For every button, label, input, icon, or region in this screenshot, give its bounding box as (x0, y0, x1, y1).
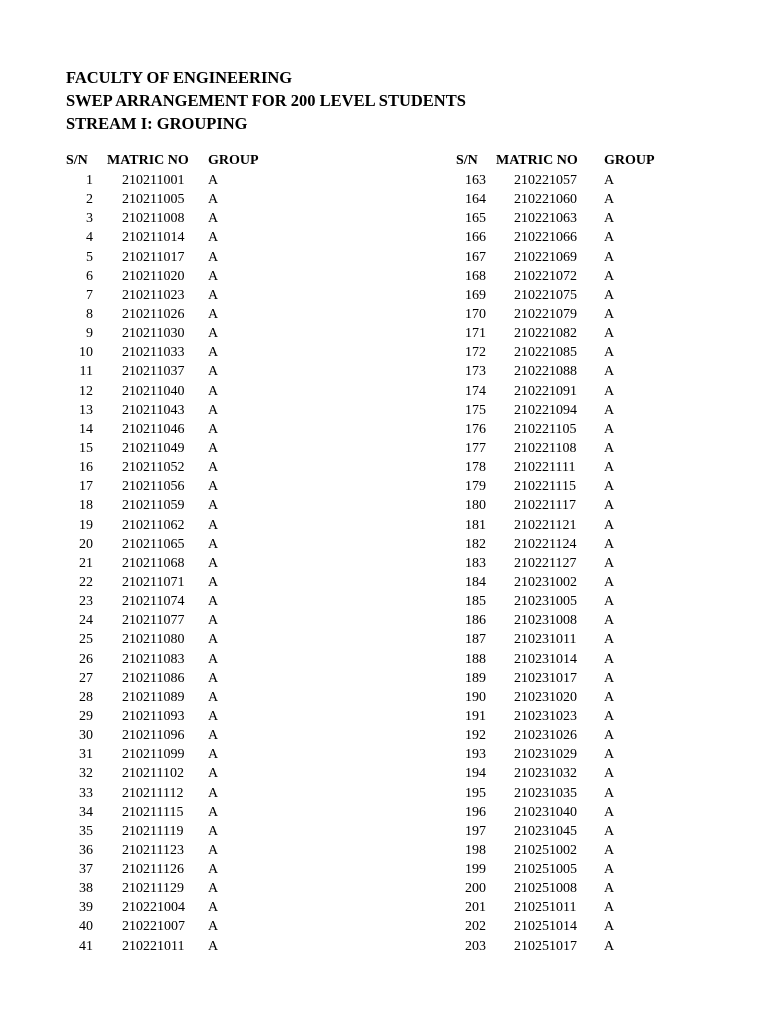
matric-cell: 210221127 (514, 555, 577, 571)
sn-cell: 4 (86, 230, 93, 246)
sn-cell: 35 (79, 823, 93, 839)
sn-cell: 188 (465, 651, 486, 667)
matric-header: MATRIC NO (496, 153, 578, 168)
group-cell: A (208, 708, 219, 724)
group-cell: A (208, 900, 219, 916)
matric-cell: 210211119 (122, 823, 184, 839)
group-cell: A (604, 402, 615, 418)
matric-cell: 210211115 (122, 804, 184, 820)
matric-cell: 210221111 (514, 460, 576, 476)
matric-cell: 210211017 (122, 249, 185, 265)
group-header: GROUP (604, 153, 655, 168)
group-cell: A (208, 785, 219, 801)
group-cell: A (604, 632, 615, 648)
matric-cell: 210231017 (514, 670, 577, 686)
matric-cell: 210221063 (514, 211, 577, 227)
sn-cell: 7 (86, 287, 93, 303)
matric-cell: 210221072 (514, 268, 577, 284)
matric-cell: 210211059 (122, 498, 185, 514)
matric-cell: 210251008 (514, 881, 577, 897)
sn-cell: 22 (79, 574, 93, 590)
sn-cell: 175 (465, 402, 486, 418)
group-cell: A (208, 536, 219, 552)
sn-cell: 34 (79, 804, 93, 820)
group-cell: A (604, 594, 615, 610)
matric-cell: 210211005 (122, 192, 185, 208)
group-cell: A (208, 862, 219, 878)
group-cell: A (604, 249, 615, 265)
group-cell: A (208, 919, 219, 935)
sn-cell: 20 (79, 536, 93, 552)
matric-cell: 210211056 (122, 479, 185, 495)
sn-cell: 186 (465, 613, 486, 629)
matric-cell: 210221091 (514, 383, 577, 399)
group-cell: A (208, 517, 219, 533)
sn-cell: 167 (465, 249, 486, 265)
group-cell: A (208, 306, 219, 322)
group-cell: A (208, 766, 219, 782)
group-cell: A (604, 862, 615, 878)
group-cell: A (604, 460, 615, 476)
matric-cell: 210231032 (514, 766, 577, 782)
group-cell: A (208, 268, 219, 284)
sn-cell: 189 (465, 670, 486, 686)
sn-cell: 194 (465, 766, 486, 782)
group-cell: A (604, 555, 615, 571)
sn-cell: 1 (86, 173, 93, 188)
group-cell: A (604, 268, 615, 284)
group-cell: A (208, 364, 219, 380)
matric-cell: 210221108 (514, 440, 577, 456)
sn-cell: 195 (465, 785, 486, 801)
matric-cell: 210221004 (122, 900, 185, 916)
sn-cell: 10 (79, 345, 93, 361)
sn-cell: 170 (465, 306, 486, 322)
sn-cell: 37 (79, 862, 93, 878)
matric-cell: 210251014 (514, 919, 577, 935)
group-cell: A (208, 842, 219, 858)
group-cell: A (604, 287, 615, 303)
sn-cell: 29 (79, 708, 93, 724)
matric-cell: 210221075 (514, 287, 577, 303)
group-cell: A (208, 460, 219, 476)
sn-cell: 26 (79, 651, 93, 667)
group-cell: A (208, 421, 219, 437)
matric-cell: 210211068 (122, 555, 185, 571)
matric-cell: 210211030 (122, 326, 185, 342)
group-cell: A (604, 785, 615, 801)
document-title-block (66, 66, 466, 135)
group-cell: A (208, 383, 219, 399)
sn-header: S/N (456, 153, 478, 168)
group-cell: A (604, 728, 615, 744)
matric-cell: 210211074 (122, 594, 185, 610)
matric-cell: 210231026 (514, 728, 577, 744)
sn-cell: 28 (79, 689, 93, 705)
matric-cell: 210211026 (122, 306, 185, 322)
matric-cell: 210221011 (122, 938, 185, 954)
group-cell: A (208, 249, 219, 265)
group-cell: A (208, 689, 219, 705)
sn-cell: 13 (79, 402, 93, 418)
group-cell: A (208, 498, 219, 514)
group-cell: A (208, 287, 219, 303)
sn-cell: 171 (465, 326, 486, 342)
group-cell: A (604, 326, 615, 342)
sn-cell: 187 (465, 632, 486, 648)
sn-cell: 202 (465, 919, 486, 935)
matric-cell: 210221082 (514, 326, 577, 342)
matric-cell: 210231035 (514, 785, 577, 801)
group-cell: A (208, 211, 219, 227)
sn-cell: 8 (86, 306, 93, 322)
matric-cell: 210221115 (514, 479, 576, 495)
group-cell: A (208, 670, 219, 686)
sn-cell: 24 (79, 613, 93, 629)
sn-cell: 38 (79, 881, 93, 897)
group-cell: A (604, 938, 615, 954)
sn-cell: 36 (79, 842, 93, 858)
group-cell: A (208, 402, 219, 418)
sn-cell: 6 (86, 268, 93, 284)
group-cell: A (208, 804, 219, 820)
matric-cell: 210231029 (514, 747, 577, 763)
group-cell: A (604, 517, 615, 533)
group-cell: A (604, 823, 615, 839)
group-cell: A (604, 536, 615, 552)
matric-cell: 210211040 (122, 383, 185, 399)
sn-cell: 27 (79, 670, 93, 686)
sn-cell: 174 (465, 383, 486, 399)
matric-cell: 210231011 (514, 632, 577, 648)
matric-cell: 210231005 (514, 594, 577, 610)
sn-cell: 172 (465, 345, 486, 361)
sn-cell: 41 (79, 938, 93, 954)
sn-cell: 14 (79, 421, 93, 437)
sn-cell: 177 (465, 440, 486, 456)
group-cell: A (604, 421, 615, 437)
matric-cell: 210211008 (122, 211, 185, 227)
group-cell: A (604, 881, 615, 897)
matric-cell: 210251002 (514, 842, 577, 858)
matric-cell: 210211043 (122, 402, 185, 418)
matric-cell: 210221079 (514, 306, 577, 322)
group-cell: A (604, 804, 615, 820)
sn-cell: 193 (465, 747, 486, 763)
sn-cell: 200 (465, 881, 486, 897)
matric-cell: 210211033 (122, 345, 185, 361)
sn-cell: 196 (465, 804, 486, 820)
group-cell: A (208, 555, 219, 571)
group-cell: A (604, 479, 615, 495)
matric-cell: 210231023 (514, 708, 577, 724)
group-cell: A (208, 823, 219, 839)
sn-cell: 163 (465, 173, 486, 188)
group-cell: A (208, 613, 219, 629)
matric-cell: 210211037 (122, 364, 185, 380)
sn-cell: 23 (79, 594, 93, 610)
sn-cell: 178 (465, 460, 486, 476)
sn-cell: 166 (465, 230, 486, 246)
group-cell: A (604, 842, 615, 858)
group-cell: A (604, 651, 615, 667)
group-cell: A (208, 881, 219, 897)
matric-cell: 210211086 (122, 670, 185, 686)
group-cell: A (208, 574, 219, 590)
sn-cell: 179 (465, 479, 486, 495)
group-cell: A (604, 708, 615, 724)
group-header: GROUP (208, 153, 259, 168)
group-cell: A (208, 728, 219, 744)
group-cell: A (604, 613, 615, 629)
matric-cell: 210211089 (122, 689, 185, 705)
matric-cell: 210231020 (514, 689, 577, 705)
matric-cell: 210231008 (514, 613, 577, 629)
matric-cell: 210221088 (514, 364, 577, 380)
matric-cell: 210211080 (122, 632, 185, 648)
sn-cell: 19 (79, 517, 93, 533)
sn-cell: 192 (465, 728, 486, 744)
matric-cell: 210221085 (514, 345, 577, 361)
matric-cell: 210211093 (122, 708, 185, 724)
group-cell: A (208, 173, 219, 188)
sn-cell: 201 (465, 900, 486, 916)
matric-cell: 210211112 (122, 785, 184, 801)
group-cell: A (604, 383, 615, 399)
group-cell: A (208, 479, 219, 495)
sn-cell: 165 (465, 211, 486, 227)
matric-cell: 210221066 (514, 230, 577, 246)
sn-cell: 32 (79, 766, 93, 782)
sn-cell: 11 (79, 364, 93, 380)
matric-cell: 210231002 (514, 574, 577, 590)
sn-cell: 198 (465, 842, 486, 858)
group-cell: A (604, 919, 615, 935)
matric-cell: 210231045 (514, 823, 577, 839)
group-cell: A (604, 192, 615, 208)
group-cell: A (208, 192, 219, 208)
group-cell: A (604, 173, 615, 188)
matric-cell: 210211102 (122, 766, 184, 782)
matric-cell: 210211071 (122, 574, 185, 590)
sn-cell: 21 (79, 555, 93, 571)
sn-cell: 180 (465, 498, 486, 514)
sn-cell: 190 (465, 689, 486, 705)
matric-cell: 210251005 (514, 862, 577, 878)
matric-header: MATRIC NO (107, 153, 189, 168)
group-cell: A (604, 766, 615, 782)
sn-cell: 203 (465, 938, 486, 954)
matric-cell: 210211099 (122, 747, 185, 763)
matric-cell: 210211083 (122, 651, 185, 667)
matric-cell: 210211014 (122, 230, 185, 246)
group-cell: A (604, 345, 615, 361)
sn-cell: 176 (465, 421, 486, 437)
group-cell: A (604, 306, 615, 322)
matric-cell: 210211123 (122, 842, 184, 858)
matric-cell: 210221060 (514, 192, 577, 208)
matric-cell: 210211001 (122, 173, 185, 188)
sn-cell: 181 (465, 517, 486, 533)
matric-cell: 210221007 (122, 919, 185, 935)
matric-cell: 210221105 (514, 421, 577, 437)
matric-cell: 210221124 (514, 536, 577, 552)
sn-cell: 182 (465, 536, 486, 552)
sn-cell: 3 (86, 211, 93, 227)
matric-cell: 210231040 (514, 804, 577, 820)
matric-cell: 210211062 (122, 517, 185, 533)
group-cell: A (604, 440, 615, 456)
matric-cell: 210211049 (122, 440, 185, 456)
group-cell: A (604, 670, 615, 686)
sn-cell: 183 (465, 555, 486, 571)
sn-cell: 15 (79, 440, 93, 456)
matric-cell: 210211052 (122, 460, 185, 476)
group-cell: A (604, 900, 615, 916)
matric-cell: 210221069 (514, 249, 577, 265)
sn-cell: 9 (86, 326, 93, 342)
sn-cell: 185 (465, 594, 486, 610)
sn-cell: 33 (79, 785, 93, 801)
sn-cell: 191 (465, 708, 486, 724)
group-cell: A (604, 364, 615, 380)
sn-cell: 184 (465, 574, 486, 590)
group-cell: A (604, 689, 615, 705)
sn-header: S/N (66, 153, 88, 168)
sn-cell: 197 (465, 823, 486, 839)
sn-cell: 39 (79, 900, 93, 916)
group-cell: A (208, 632, 219, 648)
sn-cell: 199 (465, 862, 486, 878)
sn-cell: 18 (79, 498, 93, 514)
sn-cell: 16 (79, 460, 93, 476)
matric-cell: 210251011 (514, 900, 577, 916)
group-cell: A (208, 440, 219, 456)
sn-cell: 164 (465, 192, 486, 208)
matric-cell: 210211126 (122, 862, 184, 878)
matric-cell: 210211065 (122, 536, 185, 552)
matric-cell: 210221094 (514, 402, 577, 418)
matric-cell: 210211096 (122, 728, 185, 744)
sn-cell: 168 (465, 268, 486, 284)
sn-cell: 12 (79, 383, 93, 399)
group-cell: A (604, 498, 615, 514)
group-cell: A (208, 651, 219, 667)
group-cell: A (208, 230, 219, 246)
group-cell: A (208, 594, 219, 610)
sn-cell: 31 (79, 747, 93, 763)
group-cell: A (208, 747, 219, 763)
faculty-title: FACULTY OF ENGINEERING (66, 68, 293, 87)
group-cell: A (208, 326, 219, 342)
group-cell: A (208, 938, 219, 954)
sn-cell: 173 (465, 364, 486, 380)
matric-cell: 210211046 (122, 421, 185, 437)
sn-cell: 30 (79, 728, 93, 744)
group-cell: A (604, 747, 615, 763)
sn-cell: 5 (86, 249, 93, 265)
stream-title: STREAM I: GROUPING (66, 114, 248, 133)
sn-cell: 169 (465, 287, 486, 303)
group-cell: A (604, 230, 615, 246)
sn-cell: 25 (79, 632, 93, 648)
arrangement-title: SWEP ARRANGEMENT FOR 200 LEVEL STUDENTS (66, 91, 466, 110)
matric-cell: 210211077 (122, 613, 185, 629)
matric-cell: 210221117 (514, 498, 576, 514)
group-cell: A (208, 345, 219, 361)
matric-cell: 210211023 (122, 287, 185, 303)
sn-cell: 40 (79, 919, 93, 935)
matric-cell: 210211020 (122, 268, 185, 284)
matric-cell: 210251017 (514, 938, 577, 954)
sn-cell: 17 (79, 479, 93, 495)
sn-cell: 2 (86, 192, 93, 208)
matric-cell: 210211129 (122, 881, 184, 897)
matric-cell: 210231014 (514, 651, 577, 667)
group-cell: A (604, 574, 615, 590)
group-cell: A (604, 211, 615, 227)
matric-cell: 210221121 (514, 517, 577, 533)
matric-cell: 210221057 (514, 173, 577, 188)
